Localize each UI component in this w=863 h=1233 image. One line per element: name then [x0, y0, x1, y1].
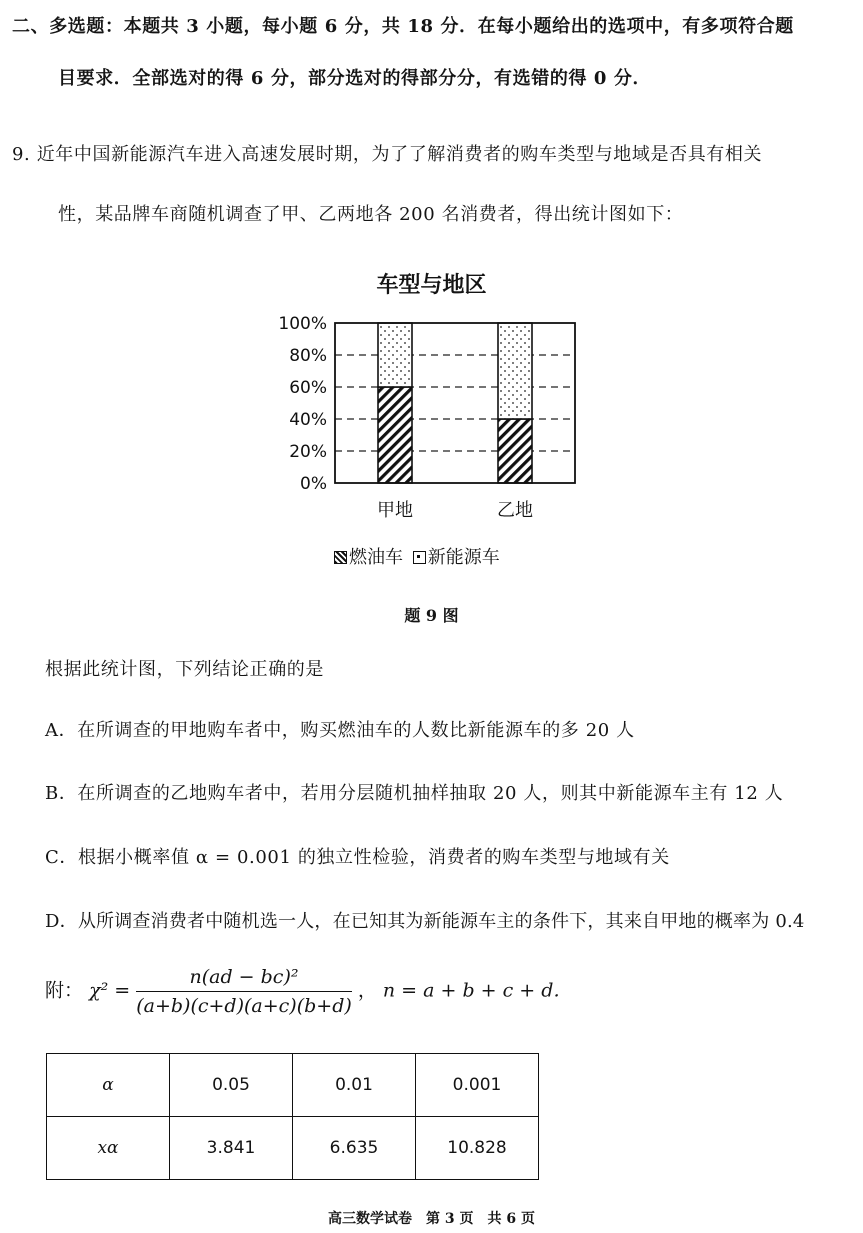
formula-lhs: χ² = — [89, 979, 131, 1002]
table-cell: 0.001 — [416, 1054, 539, 1117]
y-tick-label: 60% — [289, 378, 327, 398]
table-cell: xα — [47, 1117, 170, 1180]
formula-suffix: ， — [357, 979, 377, 1002]
formula-denominator: (a+b)(c+d)(a+c)(b+d) — [136, 995, 352, 1017]
bar-segment-new-energy — [498, 323, 532, 419]
plot-frame — [335, 323, 575, 483]
legend-label-oil: 燃油车 — [349, 547, 403, 568]
y-tick-label: 80% — [289, 346, 327, 366]
table-cell: 0.01 — [293, 1054, 416, 1117]
bar-segment-oil — [378, 387, 412, 483]
section-heading-line2: 目要求．全部选对的得 6 分，部分选对的得部分分，有选错的得 0 分． — [58, 68, 652, 89]
option-b: B．在所调查的乙地购车者中，若用分层随机抽样抽取 20 人，则其中新能源车主有 12 人 — [45, 783, 784, 804]
y-tick-label: 100% — [278, 314, 327, 334]
y-tick-label: 0% — [300, 474, 327, 494]
chart-legend — [334, 543, 500, 569]
table-cell: 10.828 — [416, 1117, 539, 1180]
y-tick-label: 40% — [289, 410, 327, 430]
question-stem-line2: 性，某品牌车商随机调查了甲、乙两地各 200 名消费者，得出统计图如下： — [58, 204, 684, 225]
option-c: C．根据小概率值 α = 0.001 的独立性检验，消费者的购车类型与地域有关 — [45, 847, 670, 868]
legend-swatch-new-energy — [413, 551, 426, 564]
table-cell: 6.635 — [293, 1117, 416, 1180]
section-heading-line1: 二、多选题：本题共 3 小题，每小题 6 分，共 18 分．在每小题给出的选项中，有多项符合题 — [12, 16, 794, 37]
question-prompt: 根据此统计图，下列结论正确的是 — [45, 659, 324, 680]
bar-segment-new-energy — [378, 323, 412, 387]
legend-label-new-energy: 新能源车 — [427, 547, 500, 568]
question-stem-line1: 9. 近年中国新能源汽车进入高速发展时期，为了了解消费者的购车类型与地域是否具有相关 — [12, 144, 763, 165]
critical-value-table — [46, 1053, 539, 1180]
formula-prefix: 附： — [45, 979, 84, 1002]
x-tick-label: 甲地 — [377, 500, 413, 521]
table-cell: 0.05 — [170, 1054, 293, 1117]
table-row — [47, 1117, 539, 1180]
table-cell: α — [47, 1054, 170, 1117]
legend-swatch-oil — [334, 551, 347, 564]
table-row — [47, 1054, 539, 1117]
chi-square-formula — [45, 966, 572, 1017]
x-tick-label: 乙地 — [497, 500, 533, 521]
y-tick-label: 20% — [289, 442, 327, 462]
formula-fraction — [136, 966, 352, 1017]
stacked-bar-chart — [255, 305, 595, 535]
bar-segment-oil — [498, 419, 532, 483]
chart-title: 车型与地区 — [376, 273, 487, 298]
formula-n-definition: n = a + b + c + d． — [382, 979, 573, 1002]
formula-numerator: n(ad − bc)² — [136, 966, 352, 992]
option-a: A．在所调查的甲地购车者中，购买燃油车的人数比新能源车的多 20 人 — [45, 720, 635, 741]
page-footer: 高三数学试卷 第 3 页 共 6 页 — [328, 1211, 535, 1227]
option-d: D．从所调查消费者中随机选一人，在已知其为新能源车主的条件下，其来自甲地的概率为 0.4 — [45, 911, 805, 932]
table-cell: 3.841 — [170, 1117, 293, 1180]
figure-caption: 题 9 图 — [404, 606, 459, 625]
